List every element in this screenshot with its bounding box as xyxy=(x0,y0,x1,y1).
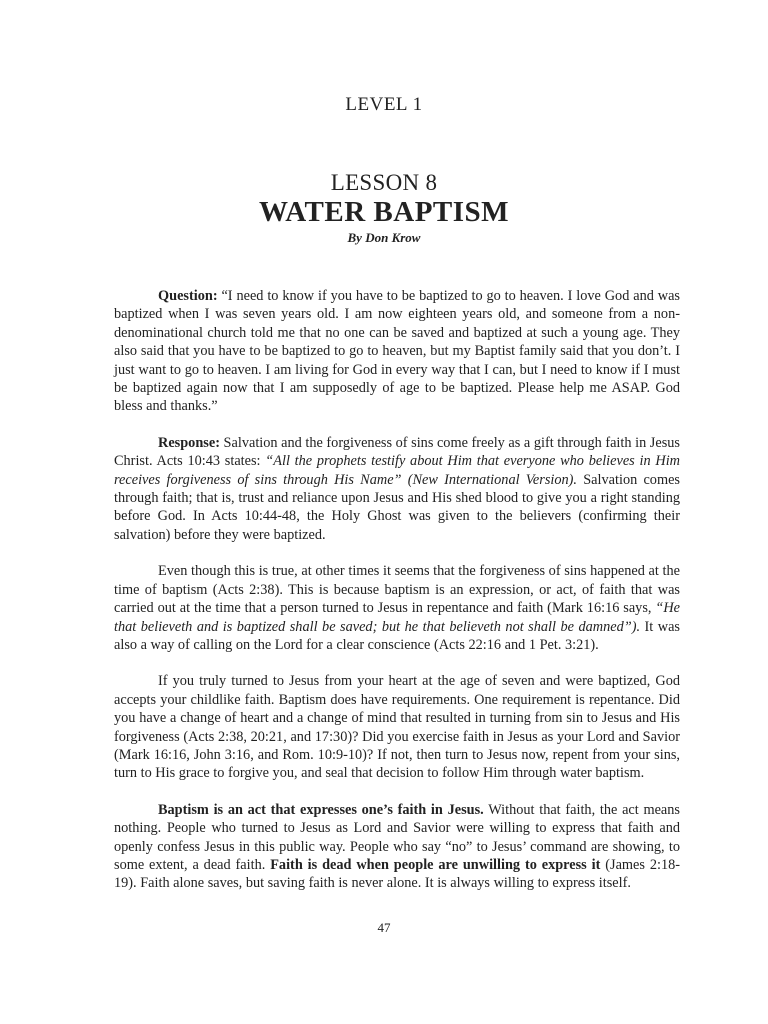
act-of-faith-paragraph xyxy=(114,801,680,893)
childlike-faith-text: If you truly turned to Jesus from your heart at the age of seven and were baptized, God accepts your childlike faith. Baptism does have requirements. One requirement is repentance. Did you have a change of heart and a change of mind that resulted in turning from sin to Jesus and His forgiveness (Acts 2:38, 20:21, and 17:30)? Did you exercise faith in Jesus as your Lord and Savior (Mark 16:16, John 3:16, and Rom. 10:9-10)? If not, then turn to Jesus now, repent from your sins, turn to His grace to forgive you, and seal that decision to follow Him through water baptism. xyxy=(114,673,680,782)
question-text: “I need to know if you have to be baptized to go to heaven. I love God and was baptized when I was seven years old. I am now eighteen years old, and someone from a non-denominational church told me that no one can be saved and baptized at such a young age. They also said that you have to be baptized to go to heaven, but my Baptist family said that you don’t. I just want to go to heaven. I am living for God in every way that I can, but I need to know if I must be baptized again now that I am supposedly of age to be baptized. Please help me ASAP. God bless and thanks.” xyxy=(114,288,680,415)
page-title: WATER BAPTISM xyxy=(258,196,510,228)
mark-quote: “He that believeth and is baptized shall be saved; but he that believeth not shall be damned”). xyxy=(114,600,680,635)
page-number: 47 xyxy=(377,920,391,935)
act-of-faith-bold-2: Faith is dead when people are unwilling to express it xyxy=(270,856,601,873)
response-label: Response: xyxy=(158,434,220,451)
response-text-1: Salvation and the forgiveness of sins come freely as a gift through faith in Jesus Christ. Acts 10:43 states: xyxy=(114,434,680,470)
baptism-timing-paragraph xyxy=(114,562,680,654)
response-quote: “All the prophets testify about Him that everyone who believes in Him receives forgiveness of sins through His Name” (New International Version). xyxy=(114,453,680,488)
baptism-timing-text-2: It was also a way of calling on the Lord for a clear conscience (Acts 22:16 and 1 Pet. 3:21). xyxy=(114,618,680,653)
question-label: Question: xyxy=(158,288,218,304)
baptism-timing-text-1: Even though this is true, at other times it seems that the forgiveness of sins happened at the time of baptism (Acts 2:38). This is because baptism is an expression, or act, of faith that was carried out at the time that a person turned to Jesus in repentance and faith (Mark 16:16 says, xyxy=(114,563,680,617)
lesson-heading: LESSON 8 xyxy=(330,170,438,195)
author-byline: By Don Krow xyxy=(347,230,421,245)
act-of-faith-text-2: (James 2:18-19). Faith alone saves, but saving faith is never alone. It is always willing to express itself. xyxy=(114,856,680,892)
level-heading: LEVEL 1 xyxy=(345,94,423,115)
response-text-2: Salvation comes through faith; that is, trust and reliance upon Jesus and His shed blood to give you a right standing before God. In Acts 10:44-48, the Holy Ghost was given to the believers (confirming their salvation) before they were baptized. xyxy=(114,471,680,543)
act-of-faith-bold-1: Baptism is an act that expresses one’s faith in Jesus. xyxy=(158,801,484,818)
question-paragraph xyxy=(114,287,680,416)
act-of-faith-text-1: Without that faith, the act means nothing. People who turned to Jesus as Lord and Savior were willing to express that faith and openly confess Jesus in this public way. People who say “no” to Jesus’ command are showing, to some extent, a dead faith. xyxy=(114,801,680,873)
childlike-faith-paragraph xyxy=(114,672,680,782)
body-text xyxy=(114,287,680,893)
response-paragraph xyxy=(114,434,680,544)
